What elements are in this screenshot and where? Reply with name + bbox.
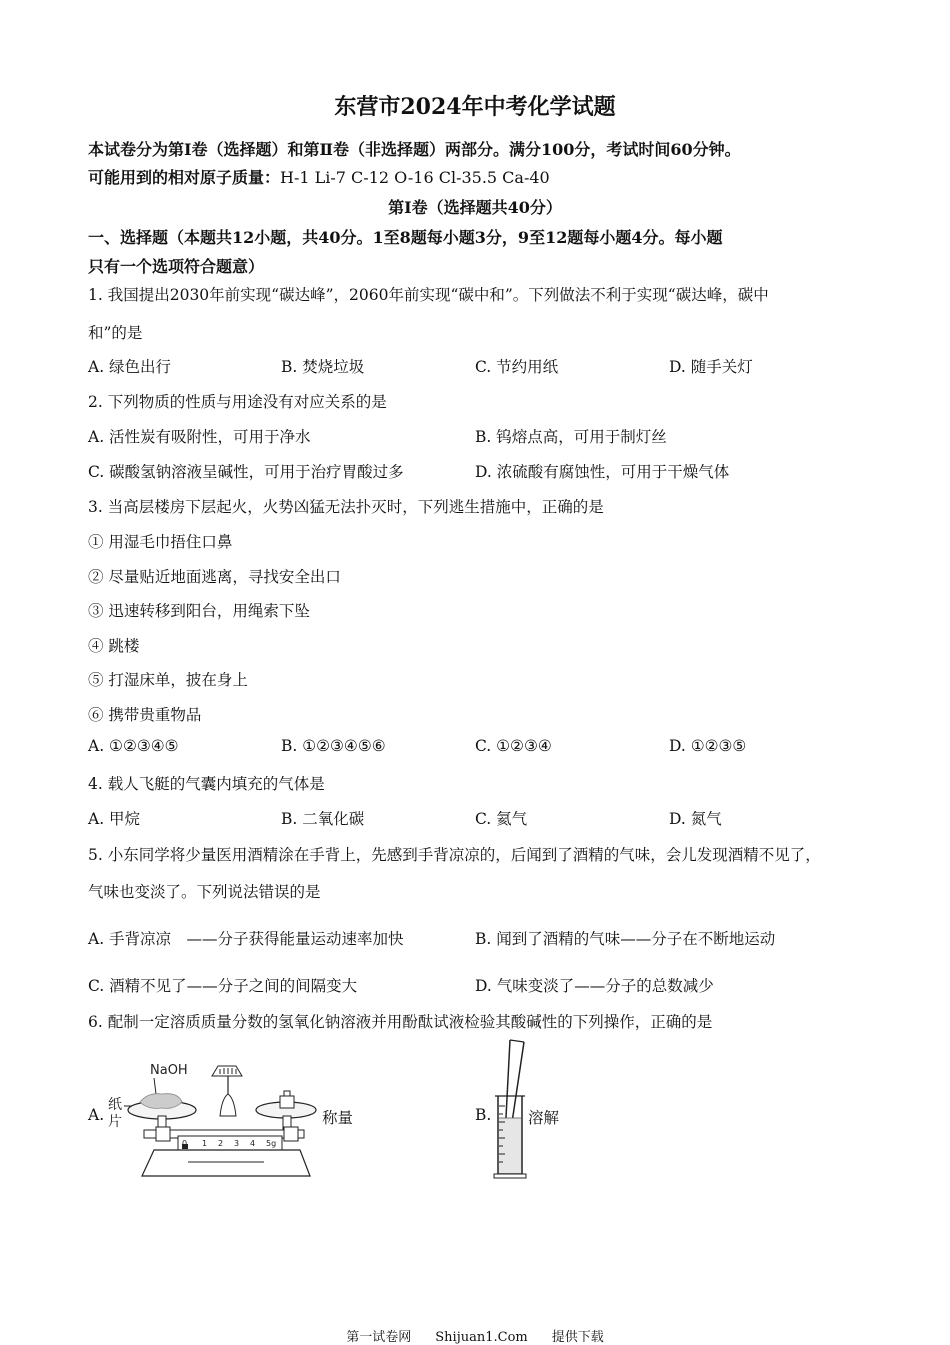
q3-measure-6: ⑥ 携带贵重物品 [88, 706, 202, 724]
q2-option-d: D. 浓硫酸有腐蚀性，可用于干燥气体 [475, 463, 730, 481]
q3-measure-4: ④ 跳楼 [88, 637, 140, 655]
right-nut [284, 1127, 298, 1141]
naoh-pile [140, 1094, 182, 1109]
scale-tick-3: 3 [234, 1139, 240, 1148]
scale-tick-4: 4 [250, 1139, 256, 1148]
atomic-mass-values: H-1 Li-7 C-12 O-16 Cl-35.5 Ca-40 [280, 168, 550, 187]
q3-option-a: A. ①②③④⑤ [88, 737, 179, 755]
q2-option-b: B. 钨熔点高，可用于制灯丝 [475, 428, 667, 446]
q1-option-a: A. 绿色出行 [88, 358, 172, 376]
q6-option-a-letter: A. [88, 1106, 105, 1124]
q2-option-c: C. 碳酸氢钠溶液呈碱性，可用于治疗胃酸过多 [88, 463, 404, 481]
graduated-cylinder-figure [490, 1038, 530, 1180]
scale-tick-5g: 5g [266, 1139, 277, 1148]
page-title: 东营市2024年中考化学试题 [334, 94, 616, 120]
scale-tick-1: 1 [202, 1139, 208, 1148]
q2-option-a: A. 活性炭有吸附性，可用于净水 [88, 428, 311, 446]
footer-site-cn: 第一试卷网 [346, 1330, 412, 1345]
q3-measure-1: ① 用湿毛巾捂住口鼻 [88, 533, 233, 551]
scale-base [142, 1150, 310, 1176]
q3-measure-2: ② 尽量贴近地面逃离，寻找安全出口 [88, 568, 341, 586]
q2-stem: 2. 下列物质的性质与用途没有对应关系的是 [88, 393, 387, 411]
q1-stem-line1: 1. 我国提出2030年前实现“碳达峰”，2060年前实现“碳中和”。下列做法不利于实现“碳达峰，碳中 [88, 286, 769, 304]
part1-heading: 第I卷（选择题共40分） [388, 198, 562, 217]
q3-measure-5: ⑤ 打湿床单，披在身上 [88, 671, 248, 689]
q1-option-c: C. 节约用纸 [475, 358, 559, 376]
scale-tick-2: 2 [218, 1139, 224, 1148]
center-column [220, 1094, 236, 1116]
paper-label-2: 片 [108, 1114, 122, 1130]
glass-rod-top [510, 1040, 524, 1042]
naoh-label: NaOH [150, 1063, 188, 1078]
q6-stem: 6. 配制一定溶质质量分数的氢氧化钠溶液并用酚酞试液检验其酸碱性的下列操作，正确的是 [88, 1013, 713, 1031]
q3-stem: 3. 当高层楼房下层起火，火势凶猛无法扑灭时，下列逃生措施中，正确的是 [88, 498, 604, 516]
q5-option-c: C. 酒精不见了——分子之间的间隔变大 [88, 977, 358, 995]
section1-heading-line1: 一、选择题（本题共12小题，共40分。1至8题每小题3分，9至12题每小题4分。每小题 [88, 228, 723, 247]
q6-option-a-caption: 称量 [322, 1109, 354, 1127]
q3-option-b: B. ①②③④⑤⑥ [281, 737, 386, 755]
cylinder-base [494, 1174, 526, 1178]
naoh-leader-line [154, 1078, 156, 1094]
q4-stem: 4. 载人飞艇的气囊内填充的气体是 [88, 775, 325, 793]
atomic-mass-label: 可能用到的相对原子质量： [88, 168, 281, 187]
q5-stem-line2: 气味也变淡了。下列说法错误的是 [88, 883, 321, 901]
paper-label-1: 纸 [108, 1097, 122, 1113]
q3-option-d: D. ①②③⑤ [669, 737, 747, 755]
footer-note: 提供下载 [551, 1330, 604, 1345]
q4-option-c: C. 氦气 [475, 810, 528, 828]
atomic-mass-line [88, 165, 550, 188]
q4-option-b: B. 二氧化碳 [281, 810, 365, 828]
section1-heading-line2: 只有一个选项符合题意） [88, 257, 265, 276]
q1-option-b: B. 焚烧垃圾 [281, 358, 365, 376]
scale-tick-0: 0 [182, 1139, 188, 1148]
q4-option-d: D. 氮气 [669, 810, 722, 828]
q4-option-a: A. 甲烷 [88, 810, 141, 828]
footer-site-en[interactable]: Shijuan1.Com [435, 1330, 528, 1345]
balance-scale-figure [104, 1058, 319, 1180]
dial [212, 1066, 242, 1076]
q5-stem-line1: 5. 小东同学将少量医用酒精涂在手背上，先感到手背凉凉的，后闻到了酒精的气味，会儿发现酒精不见了， [88, 846, 821, 864]
weight-knob [284, 1091, 290, 1096]
q5-option-a: A. 手背凉凉 ——分子获得能量运动速率加快 [88, 930, 404, 948]
q6-option-b-caption: 溶解 [528, 1109, 560, 1127]
q5-option-b: B. 闻到了酒精的气味——分子在不断地运动 [475, 930, 776, 948]
q1-option-d: D. 随手关灯 [669, 358, 753, 376]
q3-measure-3: ③ 迅速转移到阳台，用绳索下坠 [88, 602, 310, 620]
q3-option-c: C. ①②③④ [475, 737, 552, 755]
exam-intro: 本试卷分为第I卷（选择题）和第Ⅱ卷（非选择题）两部分。满分100分，考试时间60分钟。 [88, 140, 741, 159]
q6-option-b-letter: B. [475, 1106, 492, 1124]
q5-option-d: D. 气味变淡了——分子的总数减少 [475, 977, 714, 995]
weight-block [280, 1096, 294, 1108]
left-nut [156, 1127, 170, 1141]
footer [0, 1326, 950, 1345]
q1-stem-line2: 和”的是 [88, 324, 143, 342]
